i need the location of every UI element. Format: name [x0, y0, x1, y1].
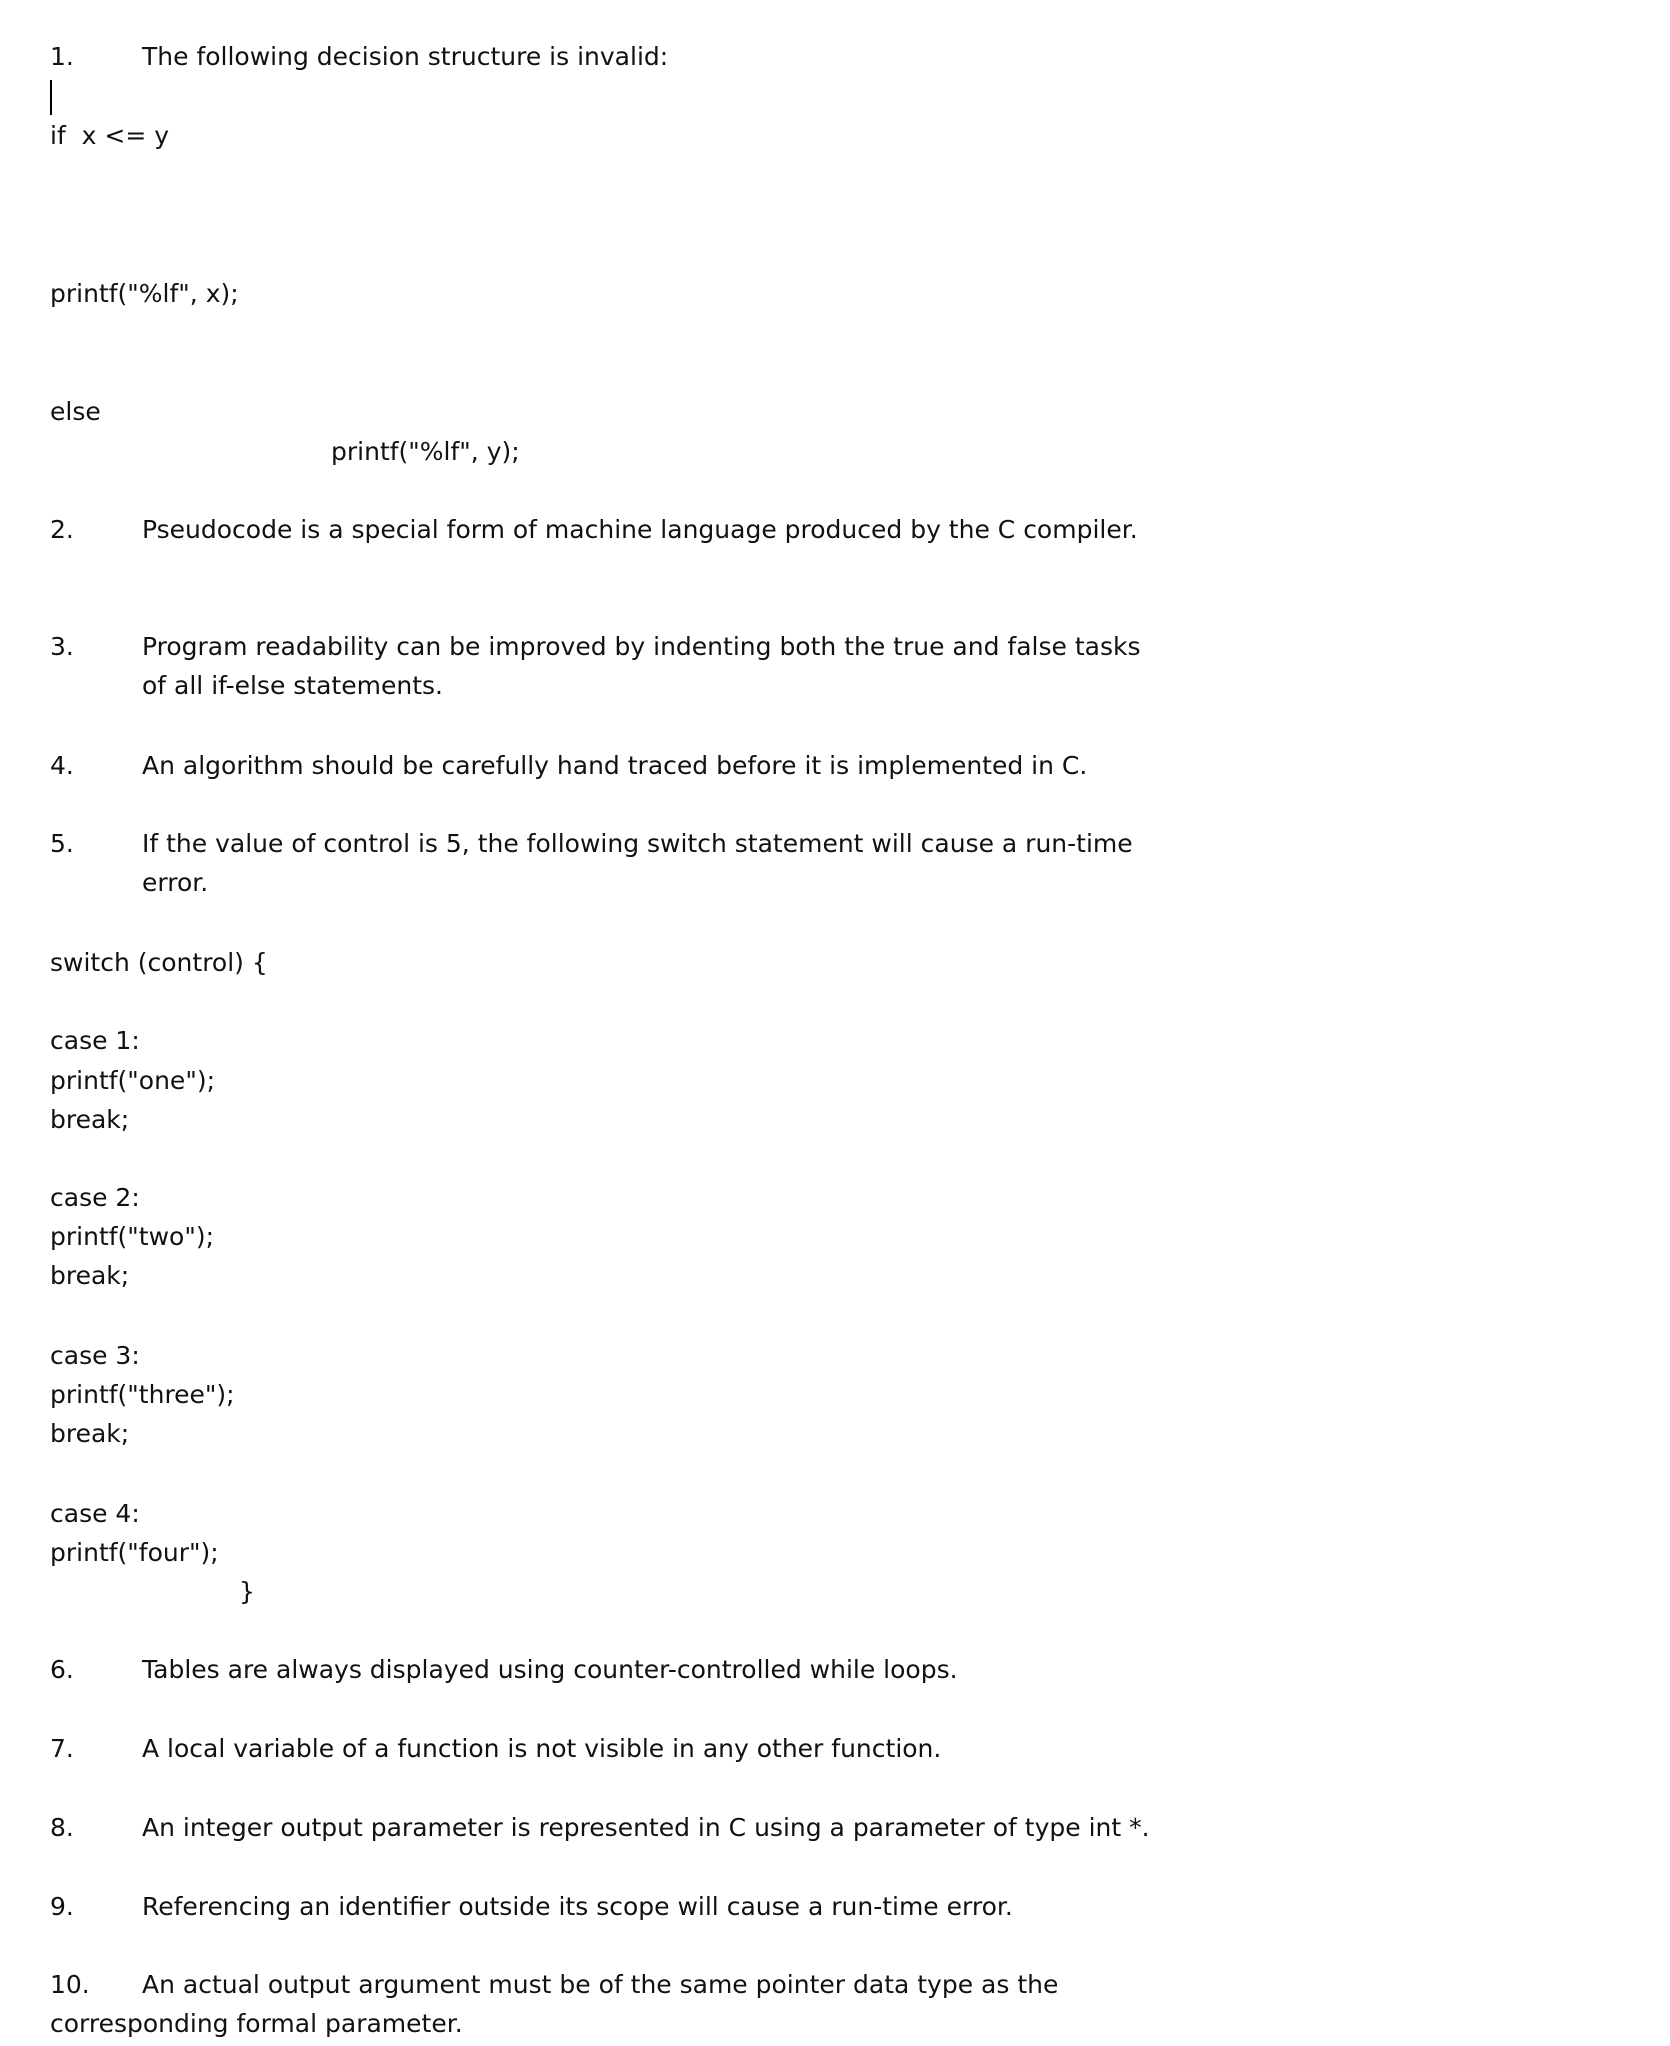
text-line: else [50, 397, 101, 426]
question-number: 5. [50, 829, 74, 858]
text-line: case 4: [50, 1499, 140, 1528]
text-line: case 2: [50, 1183, 140, 1212]
question-number: 1. [50, 42, 74, 71]
question-number: 2. [50, 515, 74, 544]
question-number: 10. [50, 1970, 90, 1999]
text-line: case 1: [50, 1026, 140, 1055]
question-number: 7. [50, 1734, 74, 1763]
question-number: 6. [50, 1655, 74, 1684]
text-line: printf("%lf", x); [50, 279, 239, 308]
text-line: case 3: [50, 1341, 140, 1370]
question-text: An integer output parameter is represented in C using a parameter of type int *. [142, 1813, 1150, 1842]
text-line: break; [50, 1419, 130, 1448]
text-line: printf("two"); [50, 1222, 215, 1251]
question-text: A local variable of a function is not visible in any other function. [142, 1734, 942, 1763]
question-text: Program readability can be improved by indenting both the true and false tasks [142, 632, 1141, 661]
text-line: } [239, 1577, 255, 1606]
question-text: An algorithm should be carefully hand traced before it is implemented in C. [142, 751, 1088, 780]
text-line: if x <= y [50, 121, 170, 150]
question-text: Tables are always displayed using counter-controlled while loops. [142, 1655, 958, 1684]
text-line: printf("one"); [50, 1066, 215, 1095]
text-line: break; [50, 1105, 130, 1134]
question-text: Pseudocode is a special form of machine language produced by the C compiler. [142, 515, 1138, 544]
question-number: 3. [50, 632, 74, 661]
text-line: printf("three"); [50, 1380, 235, 1409]
text-line: printf("%lf", y); [331, 437, 520, 466]
text-cursor [50, 80, 52, 115]
text-line: corresponding formal parameter. [50, 2009, 463, 2038]
text-line: switch (control) { [50, 948, 268, 977]
question-text: The following decision structure is invalid: [142, 42, 669, 71]
text-line: of all if-else statements. [142, 671, 443, 700]
question-text: Referencing an identifier outside its scope will cause a run-time error. [142, 1892, 1013, 1921]
question-text: If the value of control is 5, the following switch statement will cause a run-time [142, 829, 1133, 858]
question-text: An actual output argument must be of the same pointer data type as the [142, 1970, 1059, 1999]
text-line: error. [142, 868, 209, 897]
text-line: break; [50, 1261, 130, 1290]
question-number: 9. [50, 1892, 74, 1921]
text-line: printf("four"); [50, 1538, 219, 1567]
question-number: 8. [50, 1813, 74, 1842]
question-number: 4. [50, 751, 74, 780]
